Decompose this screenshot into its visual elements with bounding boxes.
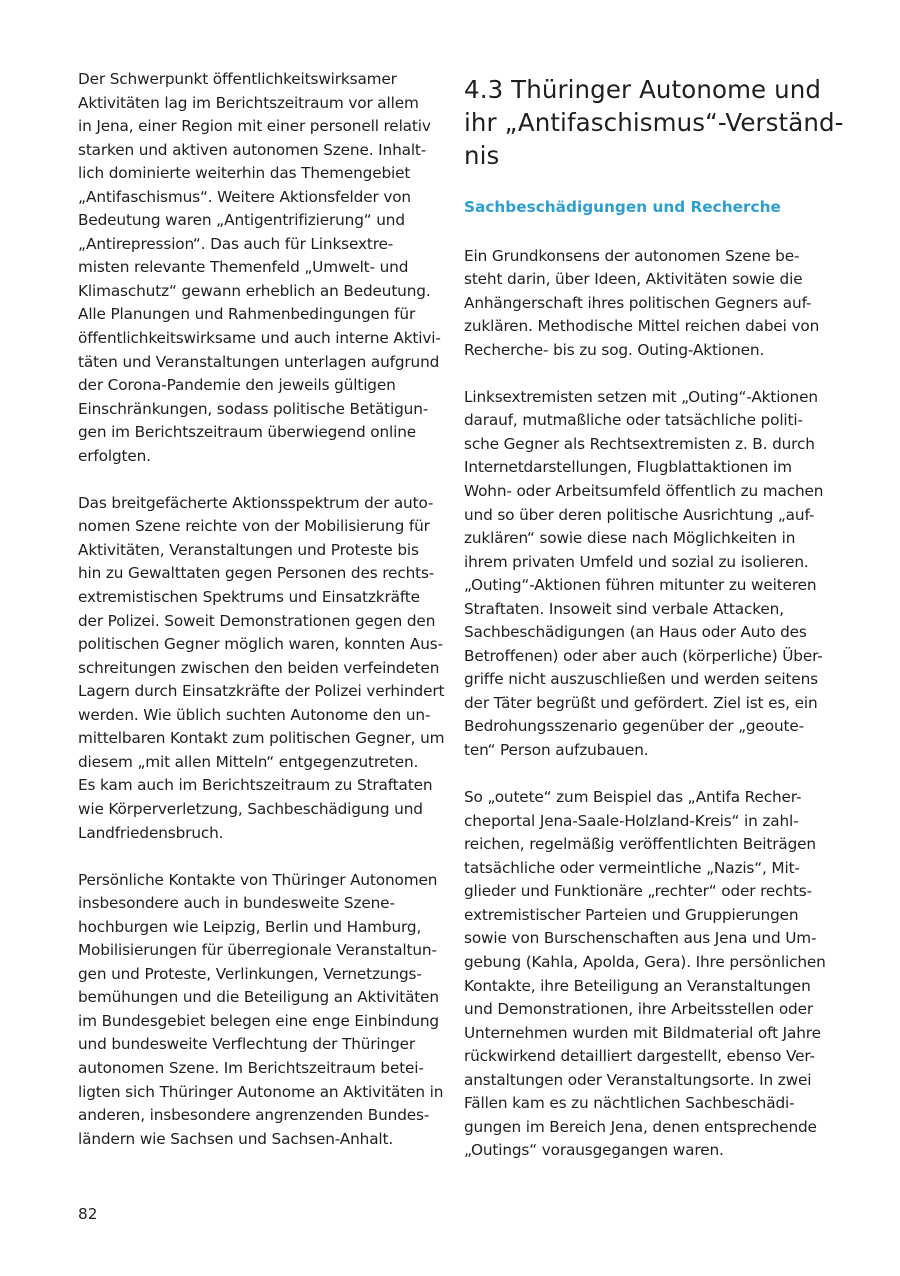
text-line: Unternehmen wurden mit Bildmaterial oft Jahre [464, 1023, 821, 1042]
text-line: Aktivitäten lag im Berichtszeitraum vor allem [78, 93, 419, 112]
text-line: zuklären. Methodische Mittel reichen dabei von [464, 317, 820, 336]
text-line: gen im Berichtszeitraum überwiegend online [78, 423, 417, 442]
text-line: schreitungen zwischen den beiden verfeindeten [78, 658, 440, 677]
paragraph [78, 869, 444, 1152]
right-column [464, 68, 844, 1186]
text-line: Es kam auch im Berichtszeitraum zu Straftaten [78, 776, 433, 795]
section-title-line: 4.3 Thüringer Autonome und [464, 75, 822, 104]
text-line: Recherche- bis zu sog. Outing-Aktionen. [464, 340, 765, 359]
text-line: sowie von Burschenschaften aus Jena und Um- [464, 929, 817, 948]
text-line: extremistischer Parteien und Gruppierungen [464, 905, 799, 924]
text-line: Bedeutung waren „Antigentrifizierung“ und [78, 211, 405, 230]
text-line: Fällen kam es zu nächtlichen Sachbeschädi- [464, 1094, 795, 1113]
text-line: und so über deren politische Ausrichtung „auf- [464, 505, 815, 524]
text-line: der Corona-Pandemie den jeweils gültigen [78, 376, 396, 395]
text-line: Mobilisierungen für überregionale Veranstaltun- [78, 941, 437, 960]
paragraph [464, 245, 822, 363]
text-line: bemühungen und die Beteiligung an Aktivitäten [78, 988, 439, 1007]
text-line: politischen Gegner möglich waren, konnten Aus- [78, 635, 443, 654]
text-line: und Demonstrationen, ihre Arbeitsstellen oder [464, 1000, 813, 1019]
section-title-line: nis [464, 141, 500, 170]
text-line: Wohn- oder Arbeitsumfeld öffentlich zu machen [464, 482, 824, 501]
text-line: hin zu Gewalttaten gegen Personen des rechts- [78, 564, 435, 583]
text-line: zuklären“ sowie diese nach Möglichkeiten in [464, 529, 796, 548]
text-line: glieder und Funktionäre „rechter“ oder rechts- [464, 882, 812, 901]
text-line: insbesondere auch in bundesweite Szene- [78, 894, 395, 913]
subheading: Sachbeschädigungen und Recherche [464, 198, 781, 216]
text-line: gebung (Kahla, Apolda, Gera). Ihre persönlichen [464, 952, 826, 971]
text-line: Alle Planungen und Rahmenbedingungen für [78, 305, 416, 324]
text-line: wie Körperverletzung, Sachbeschädigung und [78, 799, 423, 818]
text-line: nomen Szene reichte von der Mobilisierung für [78, 517, 430, 536]
text-line: ihrem privaten Umfeld und sozial zu isolieren. [464, 552, 809, 571]
paragraph [464, 786, 826, 1163]
text-line: lich dominierte weiterhin das Themengebiet [78, 164, 411, 183]
text-line: ten“ Person aufzubauen. [464, 741, 649, 760]
text-line: hochburgen wie Leipzig, Berlin und Hamburg, [78, 917, 422, 936]
text-line: „Outings“ vorausgegangen waren. [464, 1141, 724, 1160]
section-title [464, 73, 844, 172]
text-line: Ein Grundkonsens der autonomen Szene be- [464, 246, 800, 265]
text-line: mittelbaren Kontakt zum politischen Gegner, um [78, 729, 445, 748]
text-line: Betroffenen) oder aber auch (körperliche) Über- [464, 646, 823, 665]
text-line: der Täter begrüßt und gefördert. Ziel ist es, ein [464, 693, 818, 712]
text-line: So „outete“ zum Beispiel das „Antifa Recher- [464, 788, 802, 807]
text-line: sche Gegner als Rechtsextremisten z. B. durch [464, 434, 815, 453]
text-line: Internetdarstellungen, Flugblattaktionen im [464, 458, 792, 477]
text-line: Linksextremisten setzen mit „Outing“-Aktionen [464, 387, 818, 406]
text-line: Landfriedensbruch. [78, 823, 224, 842]
text-line: ligten sich Thüringer Autonome an Aktivitäten in [78, 1082, 444, 1101]
text-line: steht darin, über Ideen, Aktivitäten sowie die [464, 270, 803, 289]
text-line: öffentlichkeitswirksame und auch interne Aktivi- [78, 329, 441, 348]
text-line: Einschränkungen, sodass politische Betätigun- [78, 399, 429, 418]
right-paragraphs [464, 245, 826, 1163]
text-line: im Bundesgebiet belegen eine enge Einbindung [78, 1011, 439, 1030]
left-column [78, 68, 445, 1175]
text-line: diesem „mit allen Mitteln“ entgegenzutreten. [78, 752, 419, 771]
paragraph [78, 492, 445, 845]
text-line: Anhängerschaft ihres politischen Gegners auf- [464, 293, 812, 312]
text-line: Sachbeschädigungen (an Haus oder Auto des [464, 623, 807, 642]
text-line: Der Schwerpunkt öffentlichkeitswirksamer [78, 70, 397, 88]
text-line: gungen im Bereich Jena, denen entsprechende [464, 1117, 817, 1136]
text-line: Klimaschutz“ gewann erheblich an Bedeutung. [78, 281, 431, 300]
text-line: Das breitgefächerte Aktionsspektrum der auto- [78, 493, 434, 512]
text-line: „Antirepression“. Das auch für Linksextre- [78, 234, 394, 253]
text-line: darauf, mutmaßliche oder tatsächliche politi- [464, 411, 803, 430]
text-line: anderen, insbesondere angrenzenden Bundes- [78, 1106, 430, 1125]
text-line: Persönliche Kontakte von Thüringer Autonomen [78, 870, 438, 889]
text-line: der Polizei. Soweit Demonstrationen gegen den [78, 611, 436, 630]
text-line: täten und Veranstaltungen unterlagen aufgrund [78, 352, 440, 371]
text-line: Bedrohungsszenario gegenüber der „geoute- [464, 717, 804, 736]
paragraph [464, 386, 822, 763]
text-line: Lagern durch Einsatzkräfte der Polizei verhindert [78, 682, 445, 701]
text-line: in Jena, einer Region mit einer personell relativ [78, 117, 431, 136]
text-line: misten relevante Themenfeld „Umwelt- und [78, 258, 409, 277]
text-line: und bundesweite Verflechtung der Thüringer [78, 1035, 416, 1054]
text-line: Straftaten. Insoweit sind verbale Attacken, [464, 599, 784, 618]
text-line: „Antifaschismus“. Weitere Aktionsfelder von [78, 187, 411, 206]
text-line: werden. Wie üblich suchten Autonome den un- [78, 705, 431, 724]
text-line: reichen, regelmäßig veröffentlichten Beiträgen [464, 835, 816, 854]
text-line: „Outing“-Aktionen führen mitunter zu weiteren [464, 576, 817, 595]
section-title-line: ihr „Antifaschismus“-Verständ- [464, 108, 844, 137]
text-line: rückwirkend detailliert dargestellt, ebenso Ver- [464, 1047, 815, 1066]
text-line: autonomen Szene. Im Berichtszeitraum betei- [78, 1058, 424, 1077]
text-line: starken und aktiven autonomen Szene. Inhalt- [78, 140, 427, 159]
text-line: griffe nicht auszuschließen und werden seitens [464, 670, 818, 689]
text-line: tatsächliche oder vermeintliche „Nazis“, Mit- [464, 858, 800, 877]
text-line: erfolgten. [78, 446, 151, 465]
text-line: anstaltungen oder Veranstaltungsorte. In zwei [464, 1070, 812, 1089]
page-number: 82 [78, 1205, 98, 1223]
paragraph [78, 68, 441, 468]
text-line: Kontakte, ihre Beteiligung an Veranstaltungen [464, 976, 811, 995]
text-line: ländern wie Sachsen und Sachsen-Anhalt. [78, 1129, 394, 1148]
text-line: Aktivitäten, Veranstaltungen und Proteste bis [78, 540, 419, 559]
text-line: cheportal Jena-Saale-Holzland-Kreis“ in zahl- [464, 811, 799, 830]
text-line: extremistischen Spektrums und Einsatzkräfte [78, 588, 420, 607]
text-line: gen und Proteste, Verlinkungen, Vernetzungs- [78, 964, 422, 983]
